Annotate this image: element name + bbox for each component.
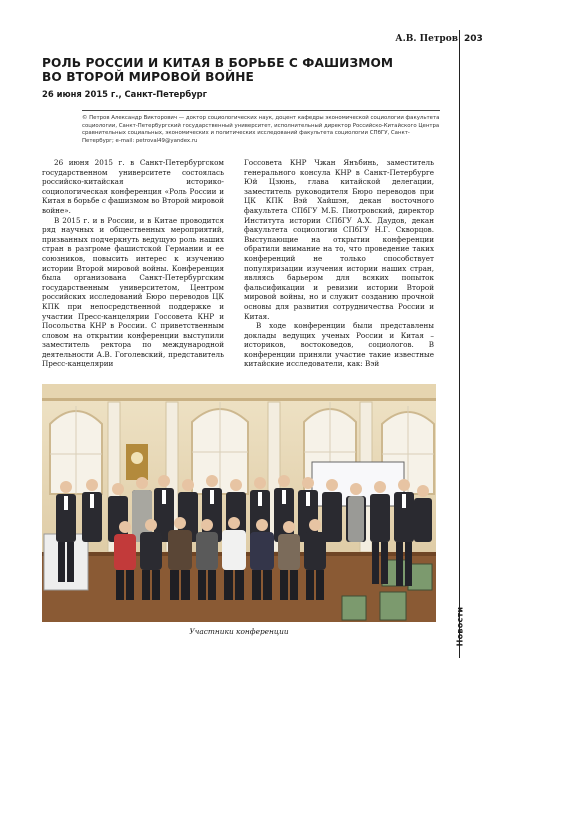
paragraph: В 2015 г. и в России, и в Китае проводится ряд научных и общественных мероприятий, призванных подчеркнуть ведущую роль наших стран в разгроме фашистской Германии и ее союзников, повысить интерес к изучению истории Второй мировой войны. Конференция была организована Санкт-Петербургским государственным университетом, Центром российских исследований Бюро переводов ЦК КПК при непосредственной поддержке и участии Пресс-канцелярии Госсовета КНР и Посольства КНР в России. С приветственным словом на открытии конференции выступили заместитель ректора по международной деятельности А.В. Гоголевский, представитель Пресс-канцелярии: [42, 215, 224, 369]
right-column: [244, 158, 434, 369]
article-title: [42, 56, 442, 84]
paragraph: Госсовета КНР Чжан Янъбинь, заместитель генерального консула КНР в Санкт-Петербурге Юй Цзюнь, глава китайской делегации, заместитель руководителя Бюро переводов при ЦК КПК Вэй Хайшэн, декан восточного факультета СПбГУ М.Б. Пиотровский, директор Института истории СПбГУ А.Х. Даудов, декан факультета социологии СПбГУ Н.Г. Скворцов. Выступающие на открытии конференции обратили внимание на то, что проведение таких конференций не только способствует популяризации изучения истории наших стран, являясь барьером для всяких попыток фальсификации и ревизии истории Второй мировой войны, но и служит созданию прочной основы для развития сотрудничества России и Китая.: [244, 158, 434, 321]
conference-photo: [42, 384, 436, 622]
title-line-2: ВО ВТОРОЙ МИРОВОЙ ВОЙНЕ: [42, 70, 254, 84]
title-line-1: РОЛЬ РОССИИ И КИТАЯ В БОРЬБЕ С ФАШИЗМОМ: [42, 56, 394, 70]
group-photo-illustration: [42, 384, 436, 622]
paragraph: 26 июня 2015 г. в Санкт-Петербургском государственном университете состоялась российско-китайская историко-социологическая конференция «Роль России и Китая в борьбе с фашизмом во Второй мировой войне».: [42, 158, 224, 215]
left-column: [42, 158, 224, 369]
page-number: 203: [464, 34, 483, 44]
photo-caption: Участники конференции: [189, 627, 289, 636]
side-rule: [459, 30, 460, 658]
paragraph: В ходе конференции были представлены доклады ведущих ученых России и Китая – историков, востоковедов, социологов. В конференции приняли участие такие известные китайские исследователи, как: Вэй: [244, 321, 434, 369]
date-place: 26 июня 2015 г., Санкт-Петербург: [42, 89, 208, 99]
running-head: А.В. Петров: [395, 34, 458, 44]
section-label: Новости: [455, 606, 465, 647]
author-note: © Петров Александр Викторович — доктор социологических наук, доцент кафедры экономической социологии факультета социологии, Санкт-Петербургский государственный университет, исполнительный директор Российско-Китайского Центра сравнительных социальных, экономических и политических исследований факультета социологии СПбГУ, Санкт-Петербург; e-mail: petroval49@yandex.ru: [82, 110, 440, 145]
